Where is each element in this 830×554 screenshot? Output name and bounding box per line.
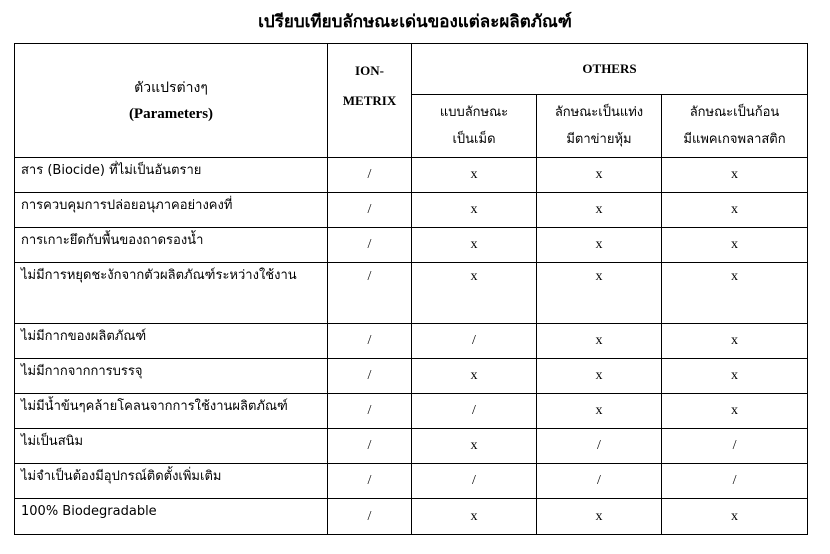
- others-mark-3: x: [662, 324, 808, 359]
- table-row: [15, 324, 808, 359]
- others-mark-3: x: [662, 193, 808, 228]
- parameters-header-thai: ตัวแปรต่างๆ: [134, 79, 208, 96]
- others-mark-2: x: [537, 324, 662, 359]
- others-mark-1: x: [412, 359, 537, 394]
- others-mark-2: x: [537, 499, 662, 535]
- table-row: [15, 359, 808, 394]
- table-row: [15, 158, 808, 193]
- others-mark-3: x: [662, 394, 808, 429]
- others-mark-1: /: [412, 324, 537, 359]
- table-row: [15, 464, 808, 499]
- others-subheader-3: [662, 95, 808, 158]
- ion-metrix-header: [328, 44, 412, 158]
- ion-metrix-mark: /: [328, 263, 412, 324]
- parameters-header-english: (Parameters): [128, 105, 214, 122]
- ion-metrix-header-line1: ION-: [355, 63, 384, 78]
- others-mark-2: x: [537, 394, 662, 429]
- others-mark-3: x: [662, 263, 808, 324]
- others-mark-3: /: [662, 429, 808, 464]
- others-mark-1: x: [412, 158, 537, 193]
- others-mark-1: x: [412, 193, 537, 228]
- parameter-cell: การเกาะยึดกับพื้นของถาดรองน้ำ: [15, 228, 328, 263]
- ion-metrix-mark: /: [328, 158, 412, 193]
- others-mark-2: x: [537, 158, 662, 193]
- page-title: เปรียบเทียบลักษณะเด่นของแต่ละผลิตภัณฑ์: [258, 12, 572, 32]
- others-mark-1: x: [412, 499, 537, 535]
- parameter-cell: การควบคุมการปล่อยอนุภาคอย่างคงที่: [15, 193, 328, 228]
- others-subheader-line1: ลักษณะเป็นแท่ง: [554, 105, 644, 120]
- others-mark-2: /: [537, 464, 662, 499]
- others-mark-3: x: [662, 158, 808, 193]
- others-mark-1: /: [412, 394, 537, 429]
- table-row: [15, 499, 808, 535]
- table-row: [15, 263, 808, 324]
- others-mark-2: x: [537, 228, 662, 263]
- ion-metrix-mark: /: [328, 464, 412, 499]
- parameter-cell: สาร (Biocide) ที่ไม่เป็นอันตราย: [15, 158, 328, 193]
- ion-metrix-mark: /: [328, 324, 412, 359]
- ion-metrix-mark: /: [328, 193, 412, 228]
- ion-metrix-mark: /: [328, 394, 412, 429]
- others-subheader-line1: ลักษณะเป็นก้อน: [689, 105, 780, 120]
- others-mark-1: /: [412, 464, 537, 499]
- comparison-table: [14, 43, 808, 535]
- parameter-cell: ไม่มีกากของผลิตภัณฑ์: [15, 324, 328, 359]
- others-mark-3: x: [662, 228, 808, 263]
- others-mark-1: x: [412, 429, 537, 464]
- ion-metrix-mark: /: [328, 429, 412, 464]
- ion-metrix-mark: /: [328, 499, 412, 535]
- others-mark-2: x: [537, 359, 662, 394]
- others-subheader-line1: แบบลักษณะ: [439, 105, 509, 120]
- others-subheader-line2: มีตาข่ายหุ้ม: [566, 132, 632, 147]
- table-row: [15, 429, 808, 464]
- others-mark-1: x: [412, 228, 537, 263]
- others-subheader-2: [537, 95, 662, 158]
- ion-metrix-mark: /: [328, 359, 412, 394]
- table-row: [15, 228, 808, 263]
- others-subheader-line2: มีแพคเกจพลาสติก: [683, 132, 786, 147]
- parameter-cell: ไม่เป็นสนิม: [15, 429, 328, 464]
- others-mark-3: x: [662, 499, 808, 535]
- others-mark-1: x: [412, 263, 537, 324]
- others-mark-2: x: [537, 263, 662, 324]
- ion-metrix-mark: /: [328, 228, 412, 263]
- others-subheader-line2: เป็นเม็ด: [452, 132, 496, 147]
- table-row: [15, 193, 808, 228]
- others-mark-2: /: [537, 429, 662, 464]
- parameter-cell: ไม่มีการหยุดชะงักจากตัวผลิตภัณฑ์ระหว่างใช้งาน: [15, 263, 328, 324]
- others-mark-2: x: [537, 193, 662, 228]
- others-subheader-1: [412, 95, 537, 158]
- others-mark-3: /: [662, 464, 808, 499]
- parameter-cell: ไม่มีน้ำข้นๆคล้ายโคลนจากการใช้งานผลิตภัณฑ์: [15, 394, 328, 429]
- others-mark-3: x: [662, 359, 808, 394]
- parameters-header: [15, 44, 328, 158]
- parameter-cell: ไม่มีกากจากการบรรจุ: [15, 359, 328, 394]
- ion-metrix-header-line2: METRIX: [342, 93, 397, 108]
- others-header: OTHERS: [412, 44, 808, 95]
- parameter-cell: ไม่จำเป็นต้องมีอุปกรณ์ติดตั้งเพิ่มเติม: [15, 464, 328, 499]
- table-row: [15, 394, 808, 429]
- parameter-cell: 100% Biodegradable: [15, 499, 328, 535]
